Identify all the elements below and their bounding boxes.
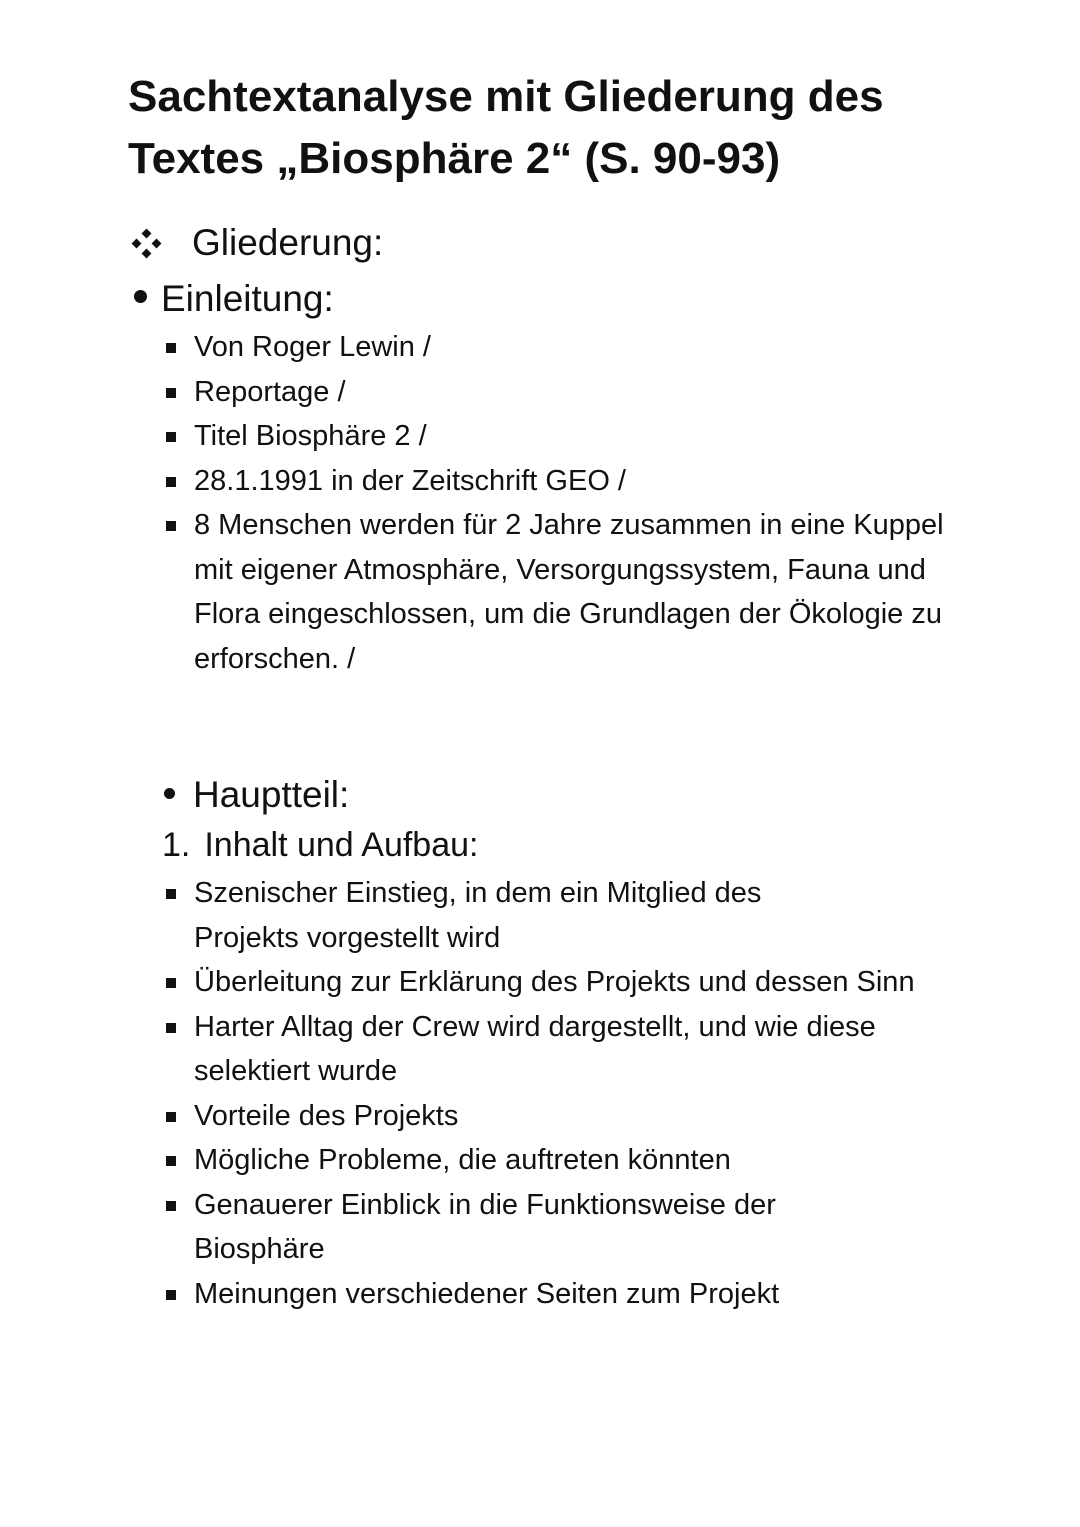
hauptteil-list bbox=[162, 871, 962, 1316]
round-bullet-icon bbox=[164, 788, 175, 799]
list-item bbox=[162, 871, 874, 960]
square-bullet-icon bbox=[166, 1156, 176, 1166]
square-bullet-icon bbox=[166, 1023, 176, 1033]
list-item-text: Von Roger Lewin / bbox=[194, 331, 431, 363]
square-bullet-icon bbox=[166, 1290, 176, 1300]
list-item-text: Szenischer Einstieg, in dem ein Mitglied des Projekts vorgestellt wird bbox=[194, 877, 762, 954]
list-item bbox=[162, 459, 962, 504]
list-item-text: Harter Alltag der Crew wird dargestellt, und wie diese selektiert wurde bbox=[194, 1010, 876, 1087]
subsection-number: 1. bbox=[162, 826, 191, 864]
four-diamond-bullet-icon bbox=[132, 229, 162, 259]
square-bullet-icon bbox=[166, 1201, 176, 1211]
square-bullet-icon bbox=[166, 388, 176, 398]
gliederung-label: Gliederung: bbox=[192, 222, 384, 263]
list-item-text: 28.1.1991 in der Zeitschrift GEO / bbox=[194, 464, 626, 497]
list-item-text: Reportage / bbox=[194, 375, 346, 408]
square-bullet-icon bbox=[166, 477, 176, 487]
inhalt-und-aufbau-heading bbox=[162, 822, 478, 868]
list-item bbox=[162, 1272, 962, 1317]
einleitung-list bbox=[162, 325, 962, 681]
list-item bbox=[162, 1005, 934, 1094]
list-item bbox=[162, 1094, 962, 1139]
document-title: Sachtextanalyse mit Gliederung des Textes „Biosphäre 2“ (S. 90-93) bbox=[128, 72, 884, 183]
list-item-text: 8 Menschen werden für 2 Jahre zusammen in eine Kuppel mit eigener Atmosphäre, Versorgungssystem, Fauna und Flora eingeschlossen, um die Grundlagen der Ökologie zu erforschen. / bbox=[194, 509, 944, 675]
hauptteil-heading bbox=[164, 770, 349, 820]
square-bullet-icon bbox=[166, 521, 176, 531]
list-item bbox=[162, 503, 954, 681]
square-bullet-icon bbox=[166, 432, 176, 442]
list-item bbox=[162, 370, 962, 415]
subsection-label: Inhalt und Aufbau: bbox=[204, 826, 479, 864]
hauptteil-label: Hauptteil: bbox=[193, 774, 350, 815]
list-item bbox=[162, 325, 962, 370]
square-bullet-icon bbox=[166, 343, 176, 353]
list-item-text: Vorteile des Projekts bbox=[194, 1099, 459, 1132]
list-item-text: Genauerer Einblick in die Funktionsweise der Biosphäre bbox=[194, 1188, 776, 1265]
list-item-text: Mögliche Probleme, die auftreten könnten bbox=[194, 1144, 731, 1176]
list-item-text: Meinungen verschiedener Seiten zum Projekt bbox=[194, 1277, 780, 1310]
round-bullet-icon bbox=[134, 290, 147, 303]
square-bullet-icon bbox=[166, 1112, 176, 1122]
gliederung-heading bbox=[132, 218, 383, 268]
list-item bbox=[162, 1183, 894, 1272]
einleitung-label: Einleitung: bbox=[161, 278, 334, 319]
square-bullet-icon bbox=[166, 889, 176, 899]
square-bullet-icon bbox=[166, 978, 176, 988]
list-item-text: Titel Biosphäre 2 / bbox=[194, 420, 427, 452]
list-item bbox=[162, 414, 962, 459]
list-item bbox=[162, 960, 954, 1005]
einleitung-heading bbox=[134, 274, 334, 324]
list-item-text: Überleitung zur Erklärung des Projekts und dessen Sinn bbox=[194, 966, 915, 998]
list-item bbox=[162, 1138, 962, 1183]
